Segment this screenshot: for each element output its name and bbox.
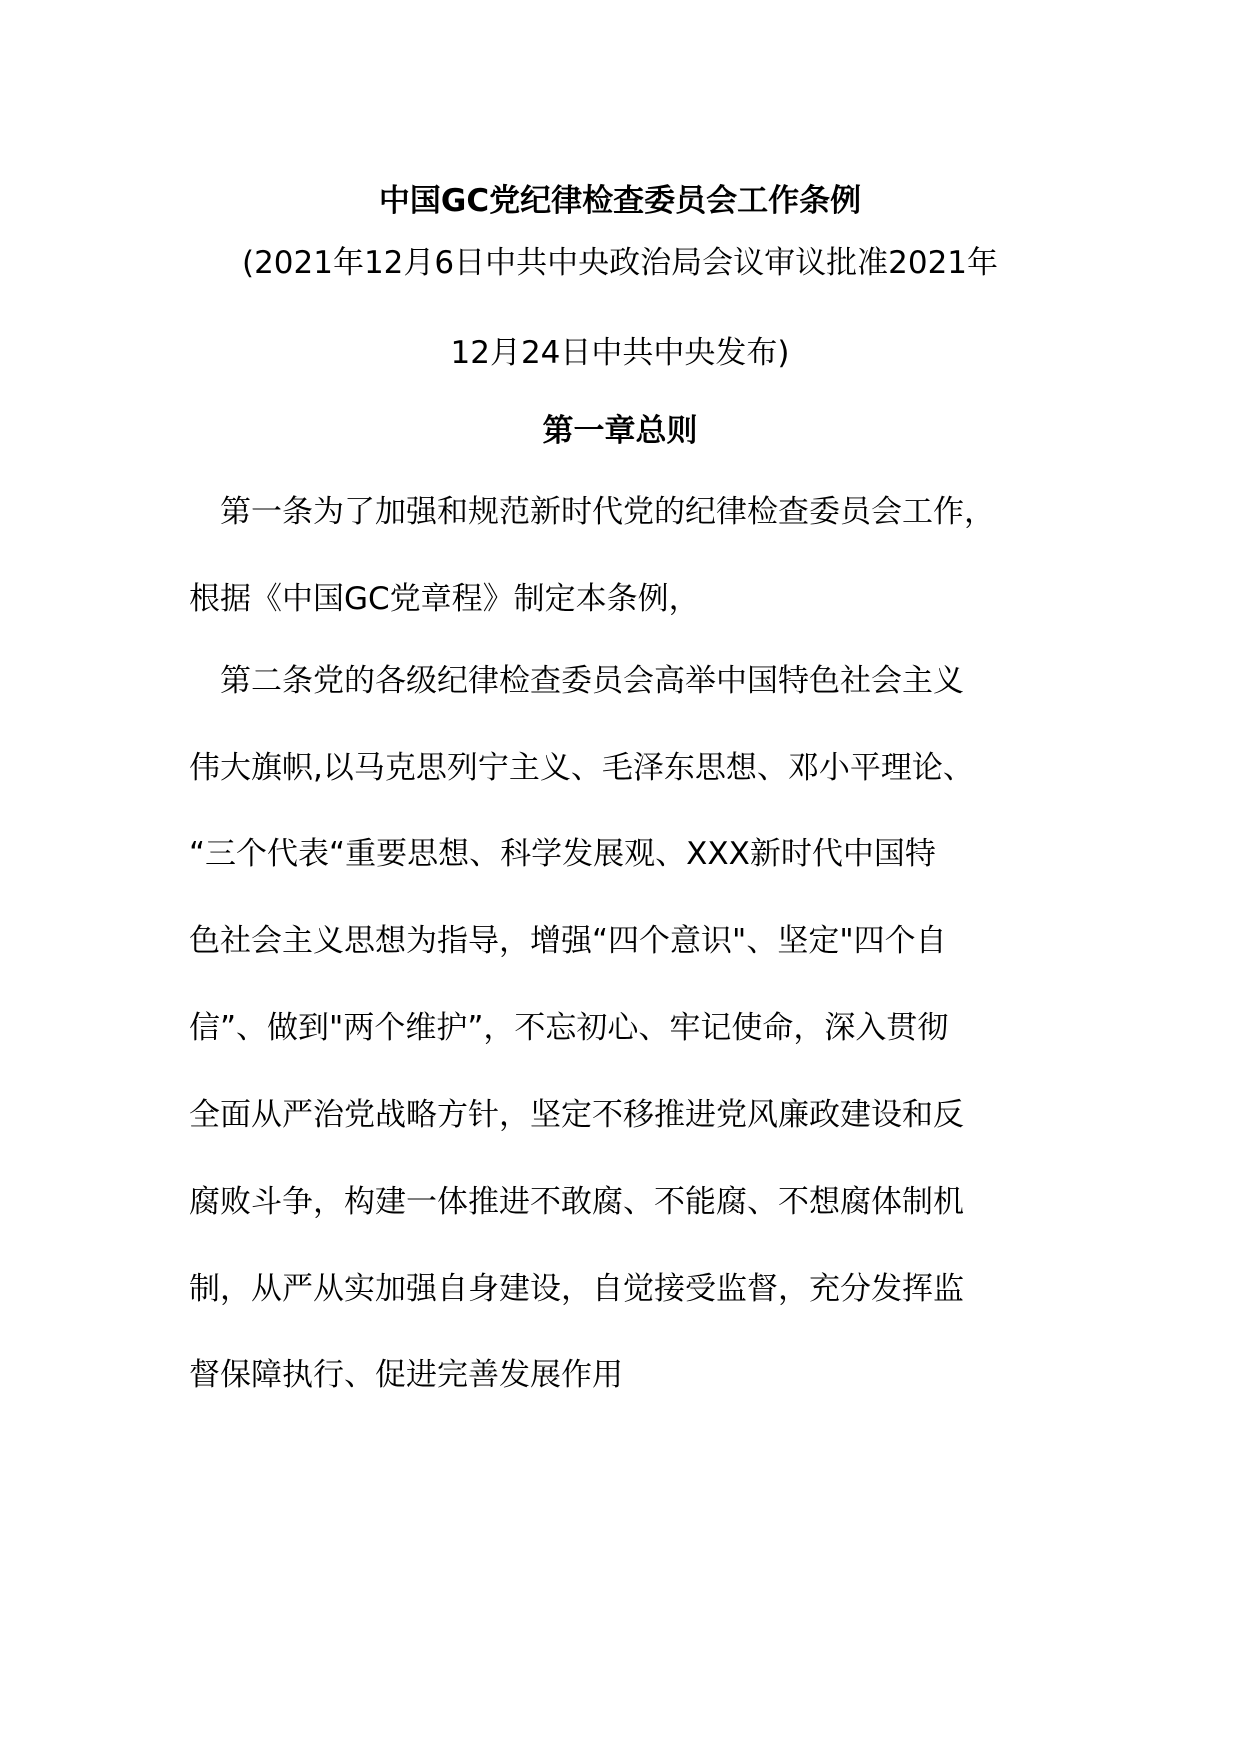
body-line: 第一条为了加强和规范新时代党的纪律检查委员会工作，	[189, 494, 995, 530]
subtitle-line-1: (2021年12月6日中共中央政治局会议审议批准2021年	[241, 245, 999, 281]
body-line: 腐败斗争，构建一体推进不敢腐、不能腐、不想腐体制机	[189, 1184, 964, 1220]
body-line: 制，从严从实加强自身建设，自觉接受监督，充分发挥监	[189, 1271, 964, 1307]
subtitle-line-2: 12月24日中共中央发布)	[450, 335, 790, 371]
body-line: 全面从严治党战略方针，坚定不移推进党风廉政建设和反	[189, 1097, 964, 1133]
body-line: 督保障执行、促进完善发展作用	[189, 1357, 623, 1393]
body-line: 根据《中国GC党章程》制定本条例，	[189, 581, 700, 617]
document-title: 中国GC党纪律检查委员会工作条例	[378, 183, 862, 219]
body-line: 色社会主义思想为指导，增强“四个意识"、坚定"四个自	[189, 923, 947, 959]
body-line: 第二条党的各级纪律检查委员会高举中国特色社会主义	[189, 663, 964, 699]
body-line: 伟大旗帜,以马克思列宁主义、毛泽东思想、邓小平理论、	[189, 750, 974, 786]
body-line: 信”、做到"两个维护”，不忘初心、牢记使命，深入贯彻	[189, 1010, 949, 1046]
body-line: “三个代表“重要思想、科学发展观、XXX新时代中国特	[189, 836, 936, 872]
chapter-heading: 第一章总则	[542, 413, 698, 449]
